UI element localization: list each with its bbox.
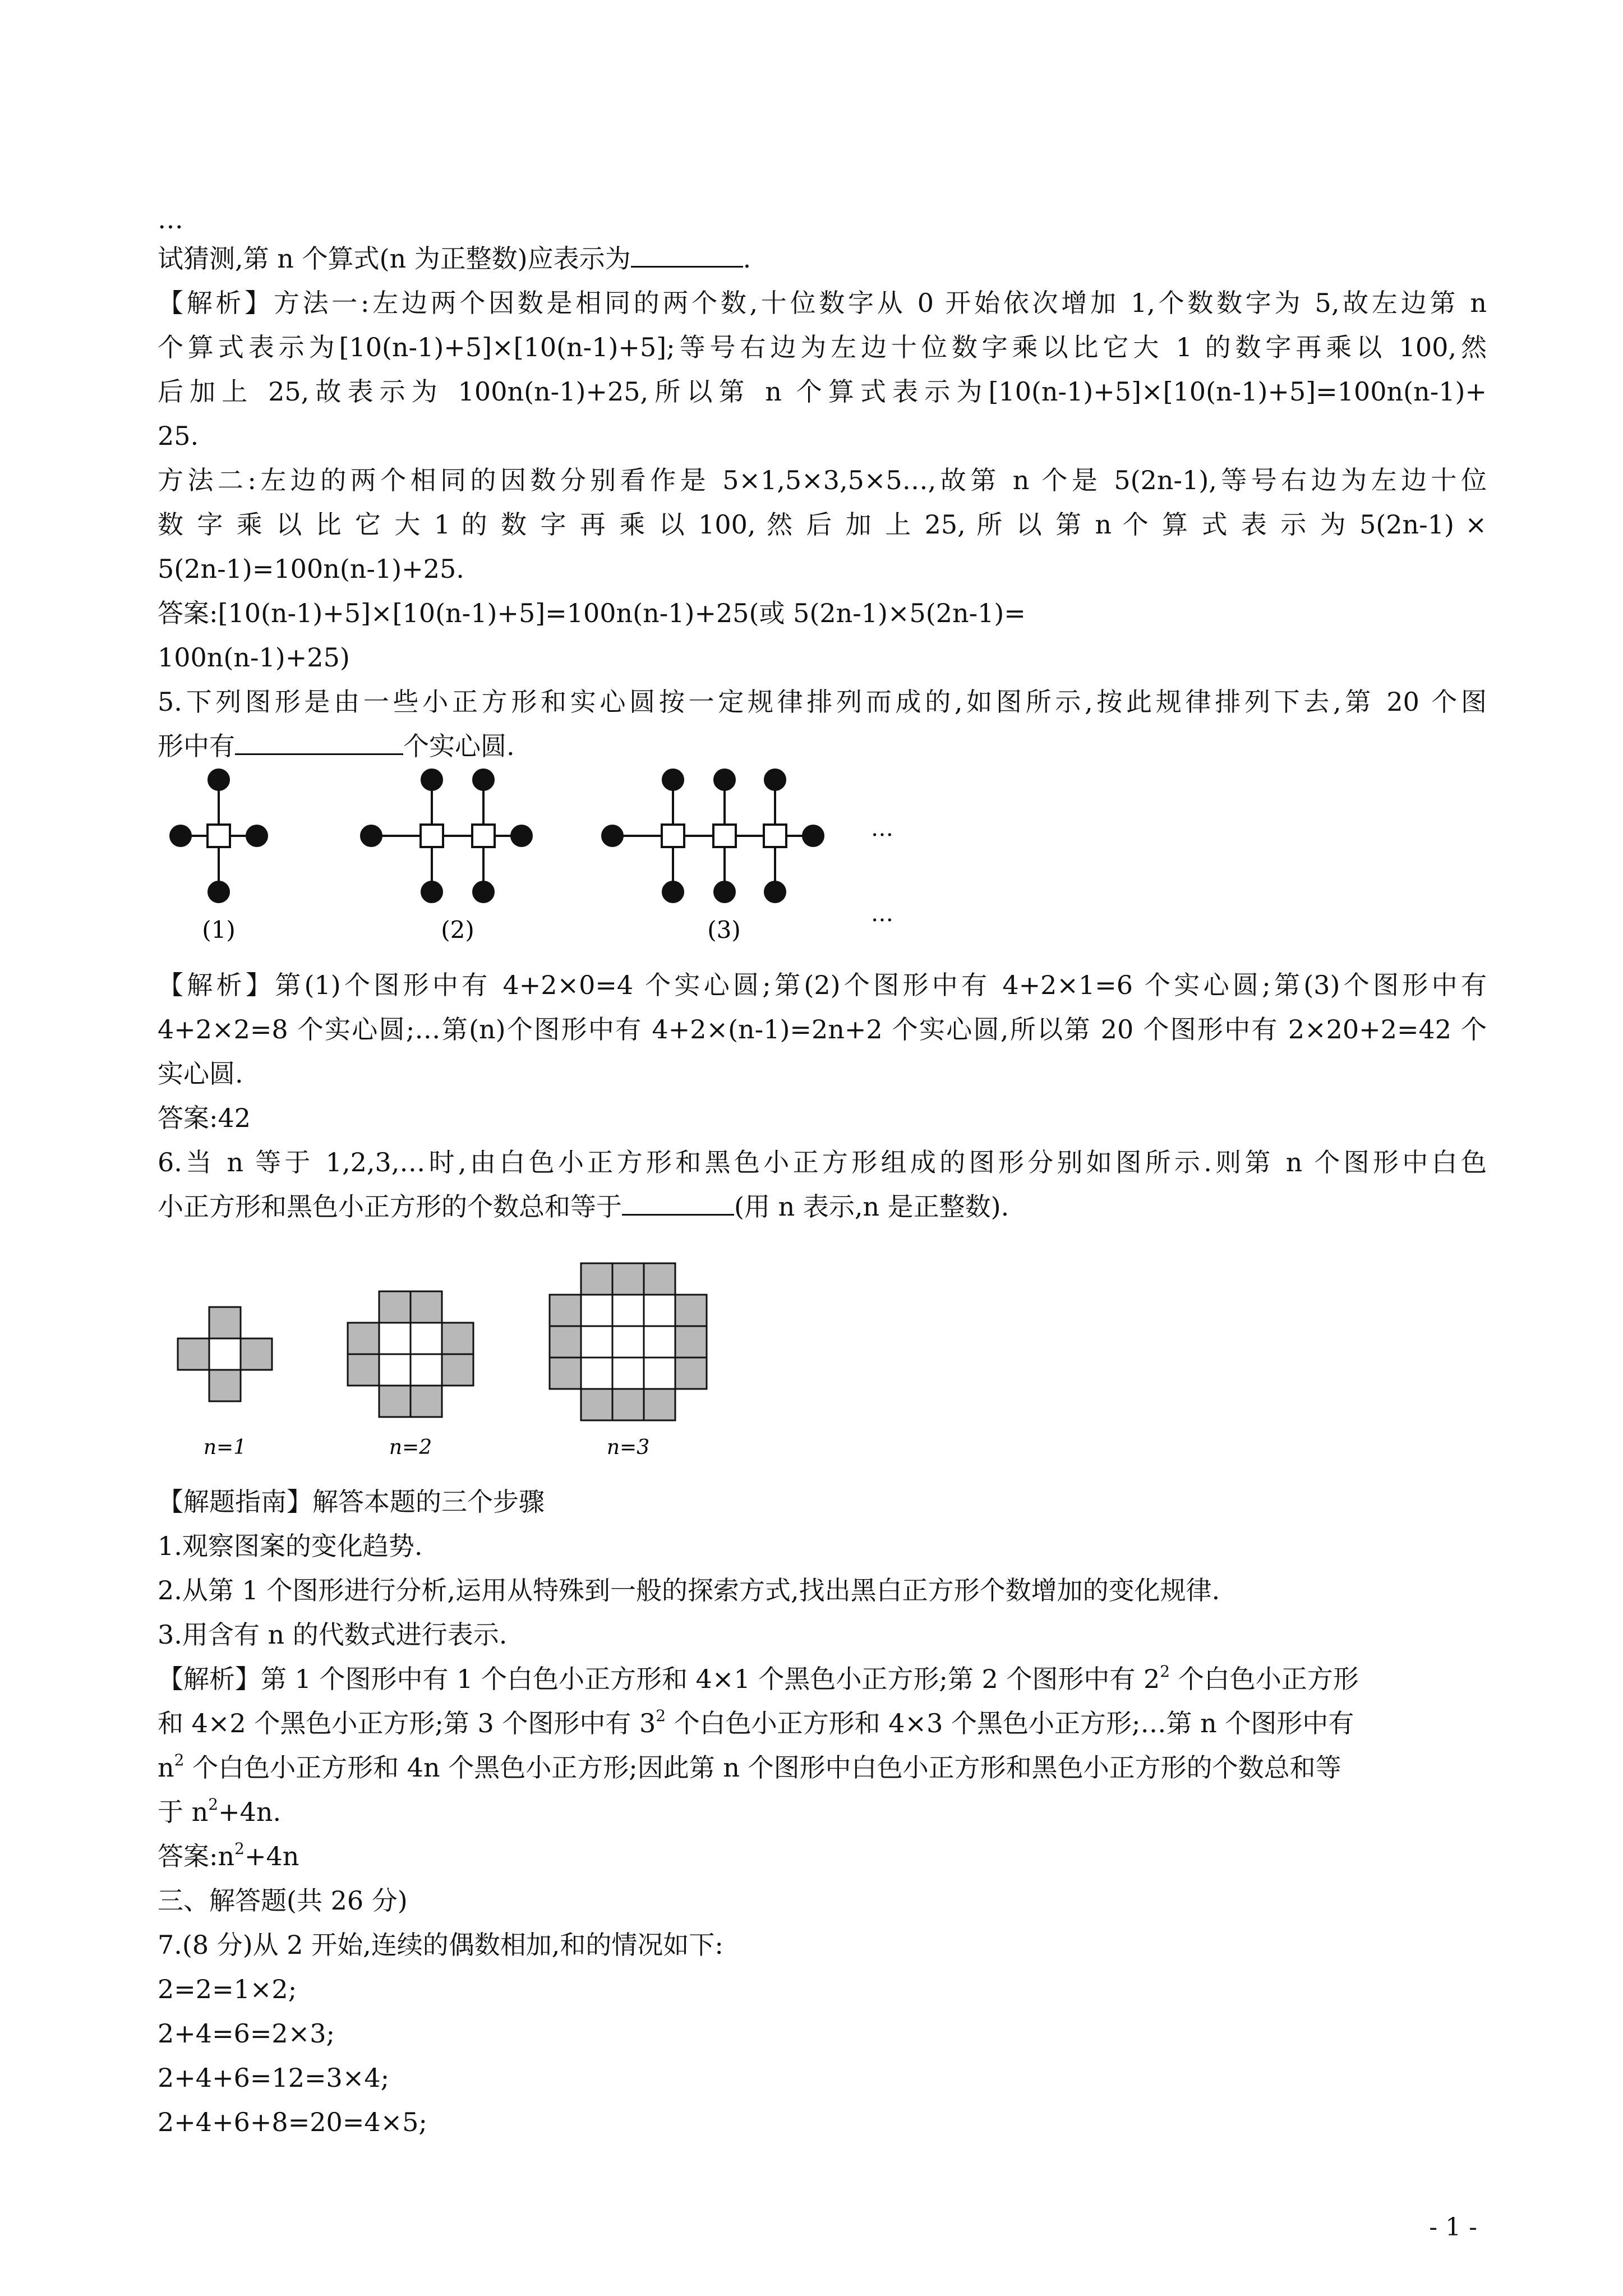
answer-line [158, 1839, 1487, 1874]
text: +4n. [218, 1797, 282, 1827]
equation-line [158, 2016, 1487, 2051]
answer-line [158, 1101, 1487, 1135]
guess-prompt-line [158, 241, 1487, 276]
text: 5(2n-1)=100n(n-1)+25. [158, 554, 464, 584]
square-grid-figure [168, 1262, 740, 1470]
text: 实心圆. [158, 1059, 243, 1089]
text: 个白色小正方形 [1170, 1664, 1359, 1694]
figure-label: (1) [202, 916, 236, 944]
text: … [158, 204, 183, 234]
text: 答案:[10(n-1)+5]×[10(n-1)+5]=100n(n-1)+25(或 5(2n-1)×5(2n-1)= [158, 598, 1026, 628]
text: 6.当 n 等于 1,2,3,…时,由白色小正方形和黑色小正方形组成的图形分别如图所示.则第 n 个图形中白色 [158, 1147, 1487, 1177]
equation-line [158, 2105, 1487, 2139]
text: 试猜测,第 n 个算式(n 为正整数)应表示为 [158, 243, 631, 274]
text: 2+4+6+8=20=4×5; [158, 2107, 427, 2137]
text: n [158, 1752, 174, 1783]
analysis-line [158, 1056, 1487, 1091]
text: 4+2×2=8 个实心圆;…第(n)个图形中有 4+2×(n-1)=2n+2 个实心圆,所以第 20 个图形中有 2×20+2=42 个 [158, 1014, 1487, 1045]
text: 2.从第 1 个图形进行分析,运用从特殊到一般的探索方式,找出黑白正方形个数增加的变化规律. [158, 1575, 1220, 1605]
answer-blank [235, 729, 403, 755]
answer-blank [631, 241, 743, 268]
text: 和 4×2 个黑色小正方形;第 3 个图形中有 3 [158, 1708, 656, 1738]
guide-step [158, 1617, 1487, 1652]
text: 2+4=6=2×3; [158, 2018, 335, 2049]
figure-ellipsis: … [871, 816, 893, 841]
grid-n2 [348, 1291, 473, 1417]
analysis-line [158, 507, 1487, 542]
text: 100n(n-1)+25) [158, 642, 350, 673]
equation-line [158, 2060, 1487, 2095]
analysis-line [158, 1662, 1487, 1696]
section-heading [158, 1883, 1487, 1918]
text: 数 字 乘 以 比 它 大 1 的 数 字 再 乘 以 100, 然 后 加 上 25, 所 以 第 n 个 算 式 表 示 为 5(2n-1) × [158, 509, 1487, 540]
text: 【解题指南】解答本题的三个步骤 [158, 1487, 545, 1517]
text: 个算式表示为[10(n-1)+5]×[10(n-1)+5];等号右边为左边十位数字乘以比它大 1 的数字再乘以 100,然 [158, 332, 1487, 362]
pattern-3 [602, 770, 823, 902]
question-5-line [158, 684, 1487, 719]
grid-label: n=1 [203, 1436, 247, 1459]
text: 2=2=1×2; [158, 1974, 297, 2004]
question-6-line [158, 1145, 1487, 1180]
ellipsis-line [158, 202, 1487, 237]
superscript: 2 [208, 1795, 219, 1814]
text: +4n [244, 1841, 299, 1871]
text: 答案:n [158, 1841, 235, 1871]
text: 3.用含有 n 的代数式进行表示. [158, 1619, 508, 1650]
text: 答案:42 [158, 1103, 251, 1133]
analysis-line [158, 1012, 1487, 1047]
analysis-line [158, 551, 1487, 586]
text: 1.观察图案的变化趋势. [158, 1531, 423, 1561]
text: 个白色小正方形和 4×3 个黑色小正方形;…第 n 个图形中有 [666, 1708, 1354, 1738]
pattern-2 [361, 770, 532, 902]
analysis-line [158, 286, 1487, 320]
guide-step [158, 1573, 1487, 1608]
text: 三、解答题(共 26 分) [158, 1885, 408, 1916]
answer-line [158, 596, 1487, 631]
text: 2+4+6=12=3×4; [158, 2063, 390, 2093]
text: 【解析】第(1)个图形中有 4+2×0=4 个实心圆;第(2)个图形中有 4+2×1=6 个实心圆;第(3)个图形中有 [158, 970, 1487, 1000]
grid-label: n=2 [389, 1436, 432, 1459]
grid-n3 [550, 1263, 707, 1420]
question-6-line [158, 1189, 1487, 1224]
text: 7.(8 分)从 2 开始,连续的偶数相加,和的情况如下: [158, 1930, 723, 1960]
grid-label: n=3 [606, 1436, 650, 1459]
analysis-line [158, 330, 1487, 365]
grid-n1 [178, 1307, 272, 1401]
superscript: 2 [174, 1751, 185, 1769]
pattern-1 [170, 770, 267, 902]
text: 【解析】方法一:左边两个因数是相同的两个数,十位数字从 0 开始依次增加 1,个数数字为 5,故左边第 n [158, 288, 1487, 318]
equation-line [158, 1972, 1487, 2007]
text: 于 n [158, 1797, 209, 1827]
text: 形中有 [158, 731, 235, 761]
analysis-line [158, 1706, 1487, 1741]
answer-blank [622, 1189, 734, 1216]
text: . [743, 243, 751, 274]
text: 小正方形和黑色小正方形的个数总和等于 [158, 1191, 622, 1222]
text: 后加上 25,故表示为 100n(n-1)+25,所以第 n 个算式表示为[10(n-1)+5]×[10(n-1)+5]=100n(n-1)+ [158, 376, 1487, 407]
guide-step [158, 1529, 1487, 1563]
analysis-line [158, 463, 1487, 498]
text: 方法二:左边的两个相同的因数分别看作是 5×1,5×3,5×5…,故第 n 个是 5(2n-1),等号右边为左边十位 [158, 465, 1487, 495]
analysis-line [158, 1750, 1487, 1785]
question-7-line [158, 1927, 1487, 1962]
analysis-line [158, 1795, 1487, 1829]
superscript: 2 [656, 1706, 666, 1725]
squares-and-dots-figure [157, 757, 942, 965]
analysis-line [158, 374, 1487, 409]
text: 25. [158, 421, 199, 451]
text: 5.下列图形是由一些小正方形和实心圆按一定规律排列而成的,如图所示,按此规律排列下去,第 20 个图 [158, 687, 1487, 717]
guide-heading [158, 1484, 1487, 1519]
superscript: 2 [234, 1839, 245, 1858]
page-number: - 1 - [1429, 2213, 1477, 2242]
superscript: 2 [1160, 1662, 1170, 1681]
text: (用 n 表示,n 是正整数). [734, 1191, 1009, 1222]
text: 个白色小正方形和 4n 个黑色小正方形;因此第 n 个图形中白色小正方形和黑色小正方形的个数总和等 [184, 1752, 1341, 1783]
figure-label: (2) [441, 916, 474, 944]
answer-line [158, 640, 1487, 675]
text: 【解析】第 1 个图形中有 1 个白色小正方形和 4×1 个黑色小正方形;第 2 个图形中有 2 [158, 1664, 1160, 1694]
figure-ellipsis: … [871, 901, 893, 927]
analysis-line [158, 418, 1487, 453]
analysis-line [158, 968, 1487, 1002]
text: 个实心圆. [403, 731, 515, 761]
figure-label: (3) [707, 916, 741, 944]
